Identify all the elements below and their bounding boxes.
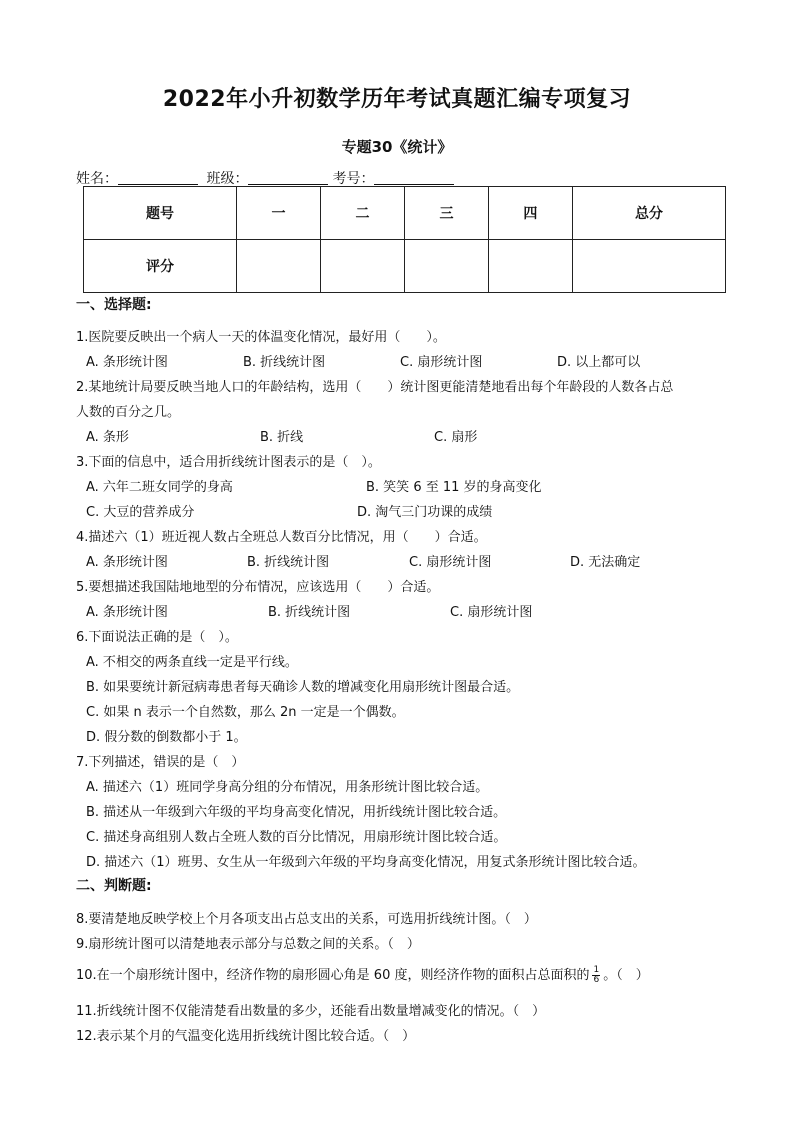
student-info-line (76, 168, 458, 188)
q1-option-a: A. 条形统计图 (86, 355, 168, 370)
fraction-one-sixth (592, 966, 600, 985)
question-9: 9.扇形统计图可以清楚地表示部分与总数之间的关系。（ ） (76, 937, 420, 952)
q7-option-c: C. 描述身高组别人数占全班人数的百分比情况，用扇形统计图比较合适。 (86, 830, 507, 845)
q2-option-a: A. 条形 (86, 430, 129, 445)
score-cell[interactable] (404, 240, 488, 293)
name-field[interactable] (118, 170, 198, 185)
score-table-header-cell: 四 (488, 187, 572, 240)
score-cell[interactable] (321, 240, 405, 293)
q4-option-c: C. 扇形统计图 (409, 555, 492, 570)
question-1: 1.医院要反映出一个病人一天的体温变化情况，最好用（ ）。 (76, 330, 446, 345)
score-cell[interactable] (488, 240, 572, 293)
name-label: 姓名： (76, 171, 118, 187)
q7-option-a: A. 描述六（1）班同学身高分组的分布情况，用条形统计图比较合适。 (86, 780, 489, 795)
section-title-judgement: 二、判断题: (76, 878, 152, 894)
q3-option-d: D. 淘气三门功课的成绩 (357, 505, 493, 520)
class-label: 班级： (206, 171, 249, 187)
page-subtitle: 专题30《统计》 (341, 138, 453, 156)
q3-option-b: B. 笑笑 6 至 11 岁的身高变化 (366, 480, 542, 495)
score-table-header-cell: 总分 (572, 187, 725, 240)
question-5: 5.要想描述我国陆地地型的分布情况，应该选用（ ）合适。 (76, 580, 440, 595)
score-table (83, 186, 726, 293)
question-2-line2: 人数的百分之几。 (76, 405, 181, 420)
score-table-header-cell: 一 (237, 187, 321, 240)
question-10-tail: 。（ ） (603, 968, 649, 983)
section-title-choice: 一、选择题: (76, 297, 152, 313)
exam-number-field[interactable] (374, 170, 454, 185)
question-3: 3.下面的信息中，适合用折线统计图表示的是（ ）。 (76, 455, 381, 470)
fraction-denominator: 6 (593, 975, 600, 985)
question-11: 11.折线统计图不仅能清楚看出数量的多少，还能看出数量增减变化的情况。（ ） (76, 1004, 546, 1019)
q4-option-a: A. 条形统计图 (86, 555, 168, 570)
q6-option-d: D. 假分数的倒数都小于 1。 (86, 730, 247, 745)
fraction-numerator: 1 (593, 965, 600, 975)
q7-option-b: B. 描述从一年级到六年级的平均身高变化情况，用折线统计图比较合适。 (86, 805, 507, 820)
q6-option-b: B. 如果要统计新冠病毒患者每天确诊人数的增减变化用扇形统计图最合适。 (86, 680, 520, 695)
q1-option-b: B. 折线统计图 (243, 355, 326, 370)
score-table-header-cell: 三 (404, 187, 488, 240)
q4-option-d: D. 无法确定 (570, 555, 641, 570)
q7-option-d: D. 描述六（1）班男、女生从一年级到六年级的平均身高变化情况，用复式条形统计图比较合适。 (86, 855, 646, 870)
score-table-header-row (84, 187, 726, 240)
question-2-line1: 2.某地统计局要反映当地人口的年龄结构，选用（ ）统计图更能清楚地看出每个年龄段的人数各占总 (76, 380, 674, 395)
question-8: 8.要清楚地反映学校上个月各项支出占总支出的关系，可选用折线统计图。（ ） (76, 912, 537, 927)
q4-option-b: B. 折线统计图 (247, 555, 330, 570)
q1-option-d: D. 以上都可以 (557, 355, 641, 370)
q2-option-c: C. 扇形 (434, 430, 478, 445)
q3-option-a: A. 六年二班女同学的身高 (86, 480, 233, 495)
score-row-label: 评分 (84, 240, 237, 293)
page-title: 2022年小升初数学历年考试真题汇编专项复习 (162, 87, 632, 112)
q5-option-c: C. 扇形统计图 (450, 605, 533, 620)
q2-option-b: B. 折线 (260, 430, 304, 445)
q6-option-a: A. 不相交的两条直线一定是平行线。 (86, 655, 298, 670)
question-10-text: 10.在一个扇形统计图中，经济作物的扇形圆心角是 60 度，则经济作物的面积占总面积的 (76, 968, 590, 983)
question-6: 6.下面说法正确的是（ ）。 (76, 630, 238, 645)
q5-option-b: B. 折线统计图 (268, 605, 351, 620)
score-cell[interactable] (237, 240, 321, 293)
q1-option-c: C. 扇形统计图 (400, 355, 483, 370)
class-field[interactable] (248, 170, 328, 185)
score-table-header-cell: 二 (321, 187, 405, 240)
q6-option-c: C. 如果 n 表示一个自然数，那么 2n 一定是一个偶数。 (86, 705, 405, 720)
exam-number-label: 考号： (332, 171, 375, 187)
q3-option-c: C. 大豆的营养成分 (86, 505, 195, 520)
score-cell[interactable] (572, 240, 725, 293)
question-10 (76, 964, 649, 985)
question-7: 7.下列描述，错误的是（ ） (76, 755, 245, 770)
q5-option-a: A. 条形统计图 (86, 605, 168, 620)
score-table-score-row (84, 240, 726, 293)
score-table-header-cell: 题号 (84, 187, 237, 240)
question-4: 4.描述六（1）班近视人数占全班总人数百分比情况，用（ ）合适。 (76, 530, 487, 545)
question-12: 12.表示某个月的气温变化选用折线统计图比较合适。（ ） (76, 1029, 416, 1044)
